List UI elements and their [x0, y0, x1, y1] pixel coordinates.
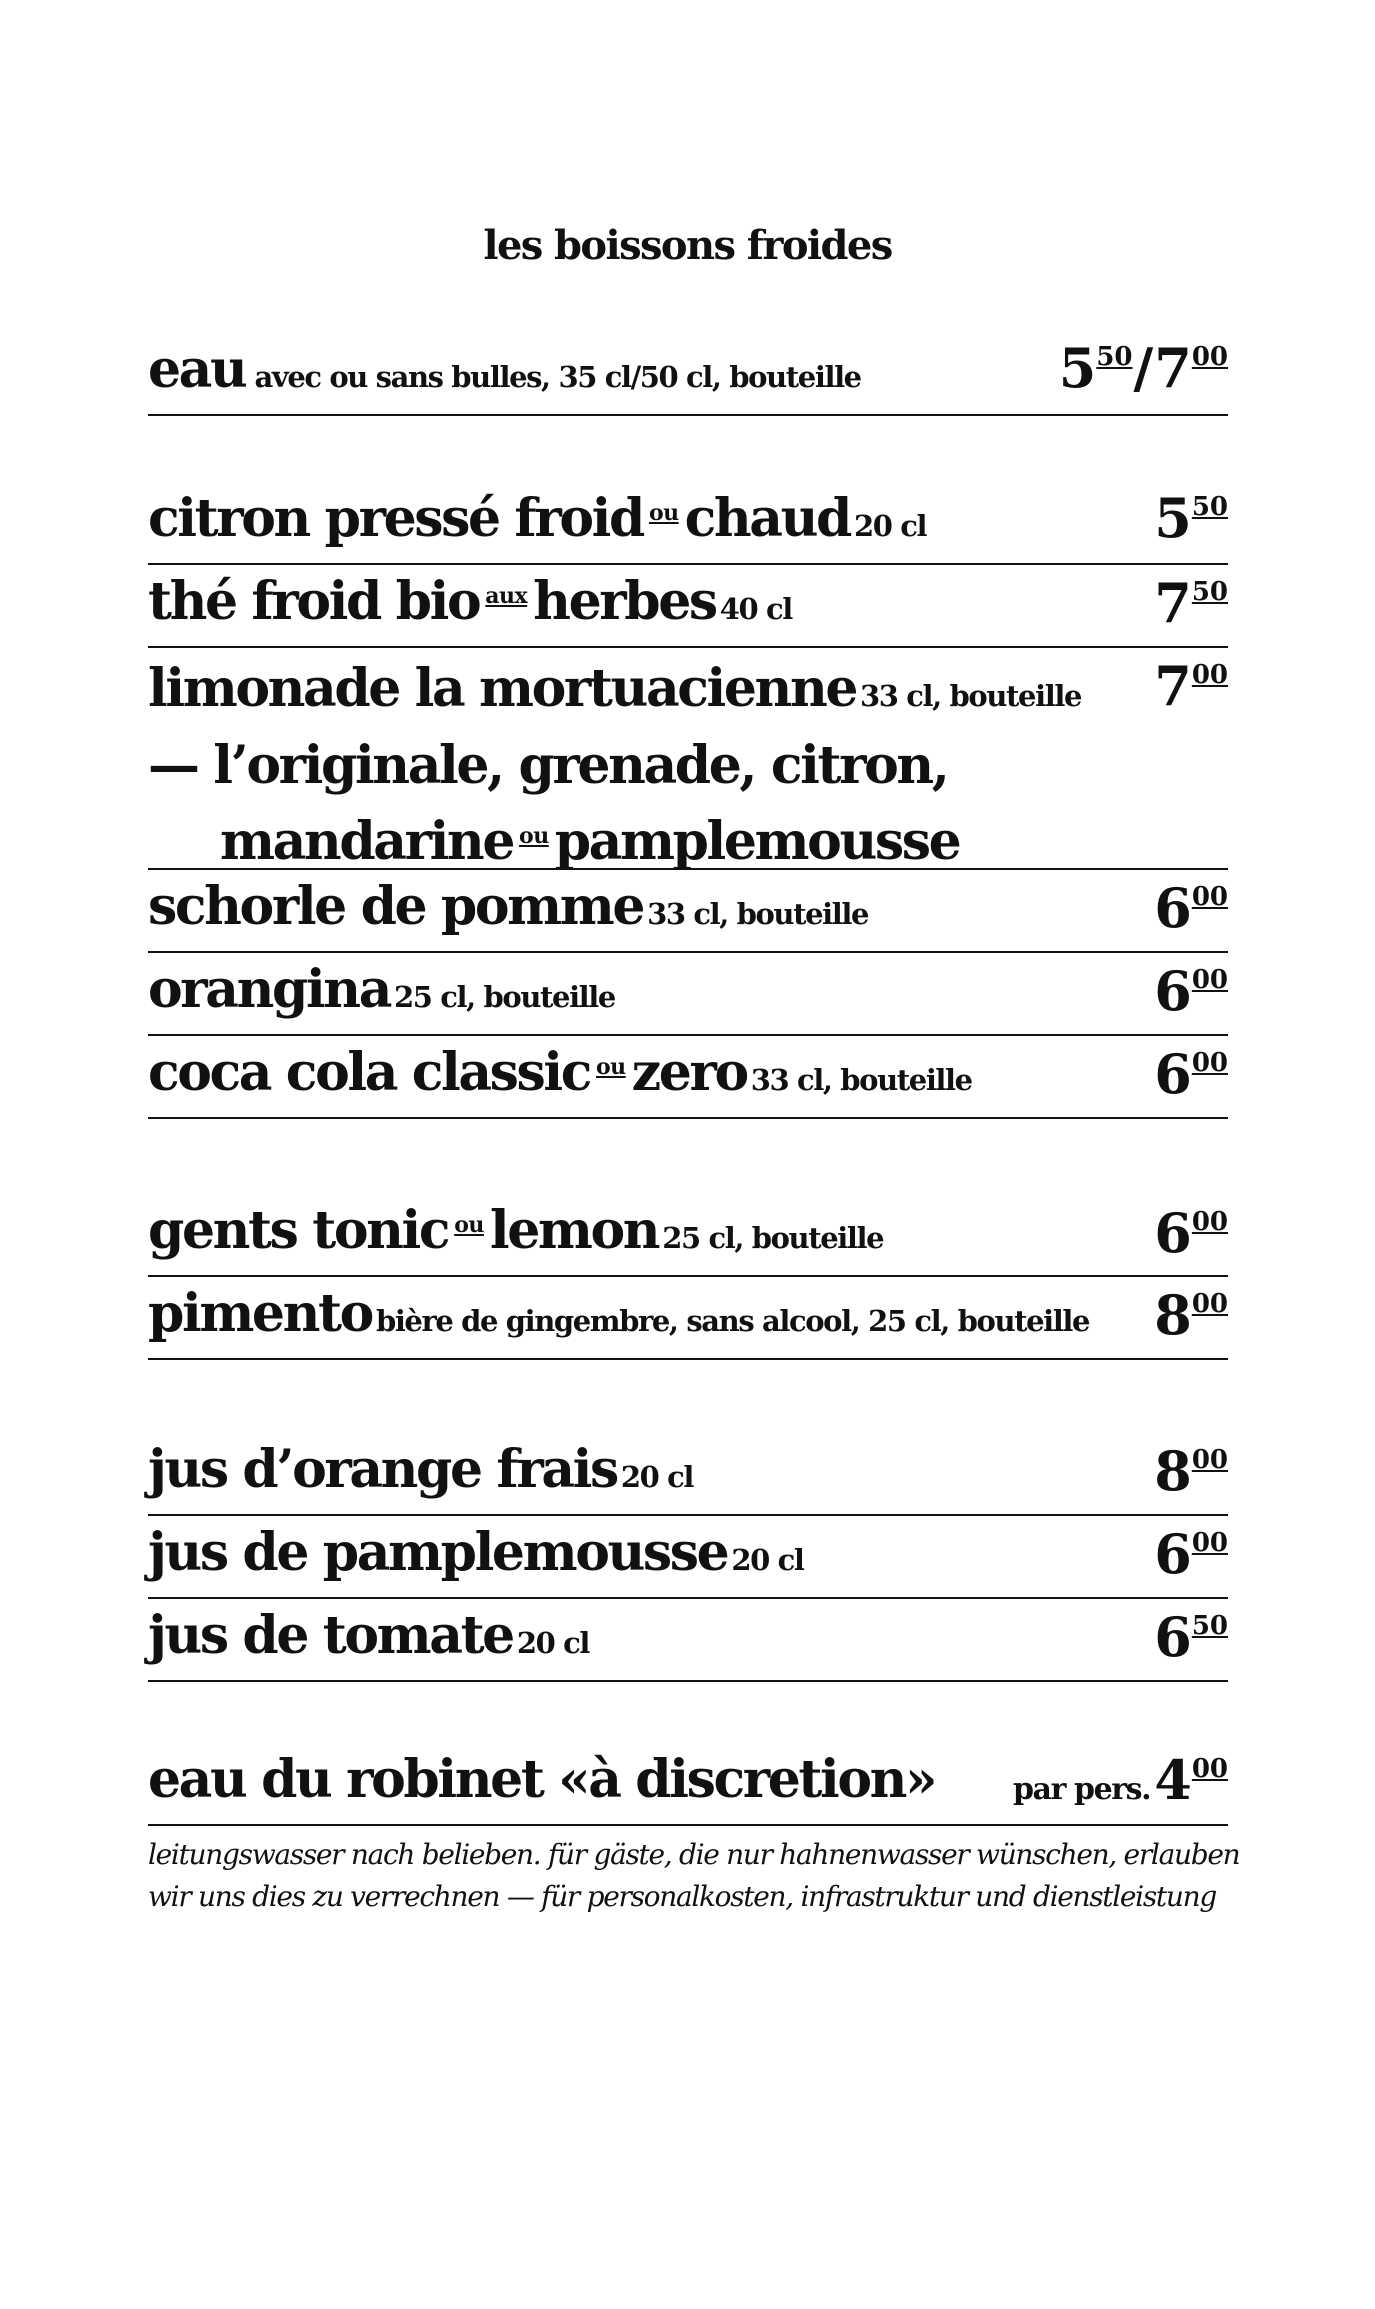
price-decimal: 00 — [1191, 1528, 1228, 1558]
menu-item-limonade — [148, 648, 1228, 870]
menu-title: les boissons froides — [483, 222, 892, 269]
price-integer: 6 — [1154, 876, 1190, 940]
item-price — [1154, 1605, 1228, 1669]
menu-item-gents-tonic — [148, 1195, 1228, 1277]
item-name: orangina — [148, 959, 390, 1020]
price-decimal: 50 — [1191, 1611, 1228, 1641]
item-price — [1154, 1439, 1228, 1503]
item-detail: 20 cl — [516, 1626, 590, 1660]
price-integer: 6 — [1154, 1522, 1190, 1586]
price-decimal: 00 — [1191, 1445, 1228, 1475]
price-integer: 5 — [1154, 486, 1190, 550]
item-price — [1154, 1283, 1228, 1347]
price-integer: 6 — [1154, 959, 1190, 1023]
price-integer: 6 — [1154, 1605, 1190, 1669]
item-name: coca cola classic — [148, 1042, 590, 1103]
item-name: schorle de pomme — [148, 876, 644, 937]
item-name: eau du robinet «à discretion» — [148, 1749, 936, 1810]
price-decimal: 50 — [1096, 342, 1133, 372]
item-detail: 20 cl — [731, 1543, 804, 1577]
price-integer: 6 — [1154, 1042, 1190, 1106]
item-name: citron pressé froid — [148, 488, 643, 549]
price-decimal: 50 — [1191, 577, 1228, 607]
item-flavour: mandarine — [220, 811, 514, 872]
menu-item-jus-pamplemousse — [148, 1516, 1228, 1599]
price-integer: 5 — [1058, 336, 1095, 400]
item-connector: ou — [595, 1054, 626, 1080]
item-connector: ou — [519, 823, 549, 849]
item-name: jus de pamplemousse — [148, 1522, 728, 1583]
menu-item-jus-orange — [148, 1433, 1228, 1516]
menu-item-schorle — [148, 870, 1228, 953]
price-decimal: 00 — [1191, 1207, 1228, 1237]
price-decimal: 00 — [1191, 660, 1228, 690]
item-name: limonade la mortuacienne — [148, 658, 857, 719]
item-detail: bière de gingembre, sans alcool, 25 cl, bouteille — [375, 1304, 1090, 1338]
item-flavour: pamplemousse — [554, 811, 960, 872]
price-integer: 7 — [1154, 336, 1190, 400]
note-line: wir uns dies zu verrechnen — für personalkosten, infrastruktur und dienstleistung — [148, 1880, 1216, 1913]
item-name: herbes — [533, 571, 716, 632]
item-flavours: — l’originale, grenade, citron, — [148, 735, 948, 796]
item-connector: ou — [648, 500, 679, 526]
item-detail: 25 cl, bouteille — [662, 1221, 884, 1255]
price-integer: 7 — [1154, 571, 1190, 635]
note-line: leitungswasser nach belieben. für gäste, die nur hahnenwasser wünschen, erlauben — [148, 1838, 1240, 1871]
item-name: jus de tomate — [148, 1605, 513, 1666]
price-separator: / — [1133, 336, 1154, 400]
item-detail: 25 cl, bouteille — [394, 980, 615, 1014]
item-price — [1154, 1522, 1228, 1586]
menu-item-eau-robinet — [148, 1738, 1228, 1826]
item-detail: 40 cl — [719, 592, 792, 626]
section-juices — [148, 1433, 1228, 1682]
item-price — [1154, 959, 1228, 1023]
menu-item-the-froid — [148, 565, 1228, 648]
section-mixers — [148, 1195, 1228, 1360]
item-detail: 20 cl — [620, 1460, 694, 1494]
item-price — [1154, 876, 1228, 940]
item-detail: 33 cl, bouteille — [860, 679, 1082, 713]
item-price — [1154, 486, 1228, 550]
item-connector: ou — [454, 1212, 484, 1238]
price-decimal: 00 — [1191, 882, 1228, 912]
price-decimal: 00 — [1191, 1289, 1228, 1319]
price-integer: 7 — [1154, 654, 1190, 718]
item-price — [1154, 654, 1228, 718]
menu-item-eau — [148, 330, 1228, 416]
item-name: pimento — [148, 1283, 372, 1344]
section-tap-water — [148, 1738, 1228, 1826]
price-decimal: 00 — [1191, 1048, 1228, 1078]
price-decimal: 00 — [1191, 1754, 1228, 1784]
item-detail: avec ou sans bulles, 35 cl/50 cl, bouteille — [254, 360, 861, 394]
price-decimal: 50 — [1191, 492, 1228, 522]
item-price — [1154, 571, 1228, 635]
item-name: lemon — [489, 1200, 659, 1261]
tap-water-note — [148, 1834, 1240, 1918]
menu-item-pimento — [148, 1277, 1228, 1360]
item-name: gents tonic — [148, 1200, 449, 1261]
item-detail: 33 cl, bouteille — [750, 1063, 972, 1097]
price-integer: 4 — [1154, 1748, 1190, 1812]
item-name: eau — [148, 339, 246, 400]
price-integer: 8 — [1154, 1439, 1190, 1503]
item-price — [1154, 1042, 1228, 1106]
menu-item-jus-tomate — [148, 1599, 1228, 1682]
price-decimal: 00 — [1191, 965, 1228, 995]
item-price — [1154, 1201, 1228, 1265]
item-connector: aux — [485, 583, 528, 609]
item-name: thé froid bio — [148, 571, 480, 632]
item-detail: 20 cl — [853, 509, 927, 543]
section-water — [148, 330, 1228, 416]
menu-item-citron — [148, 480, 1228, 565]
item-name: jus d’orange frais — [148, 1439, 617, 1500]
section-soft-drinks — [148, 480, 1228, 1119]
item-name: chaud — [684, 488, 850, 549]
price-decimal: 00 — [1191, 342, 1228, 372]
menu-item-coca-cola — [148, 1036, 1228, 1119]
item-name: zero — [631, 1042, 747, 1103]
price-unit: par pers. — [1012, 1772, 1151, 1807]
item-price — [1059, 336, 1228, 400]
menu-item-orangina — [148, 953, 1228, 1036]
price-integer: 6 — [1154, 1201, 1190, 1265]
item-price — [1013, 1748, 1228, 1812]
price-integer: 8 — [1154, 1283, 1190, 1347]
item-detail: 33 cl, bouteille — [647, 897, 869, 931]
